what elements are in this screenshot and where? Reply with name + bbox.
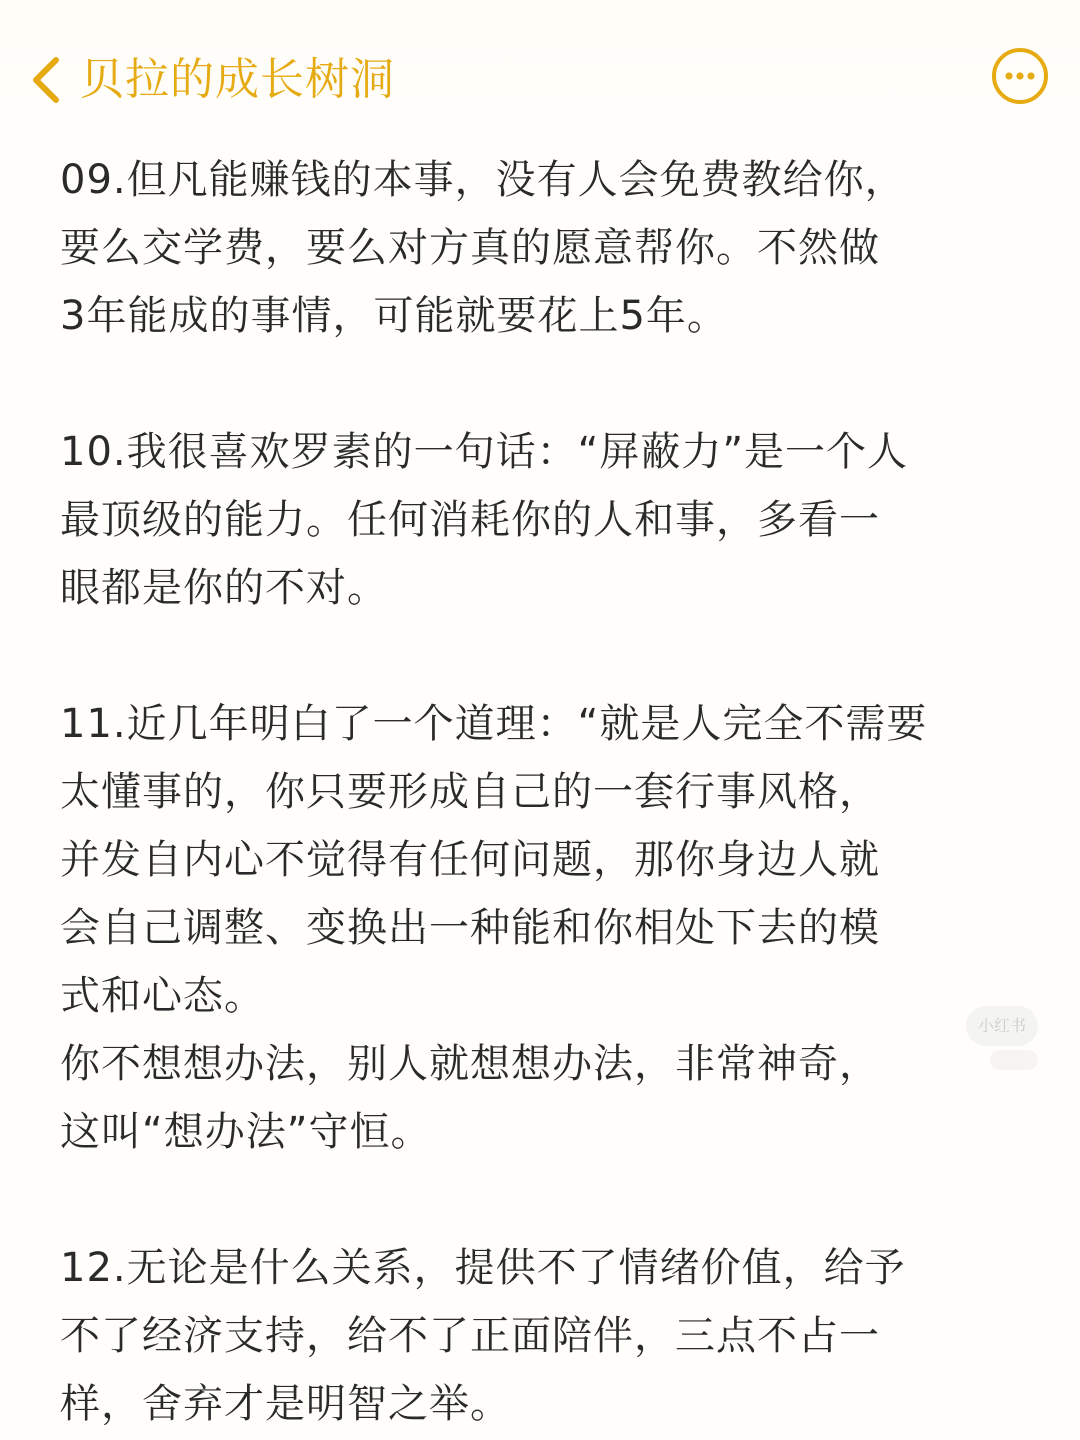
paragraph-line: 你不想想办法，别人就想想办法，非常神奇， xyxy=(60,1041,880,1087)
paragraph-line: 式和心态。 xyxy=(60,973,265,1019)
paragraph-line: 不了经济支持，给不了正面陪伴，三点不占一 xyxy=(60,1313,880,1359)
top-nav-bar xyxy=(0,40,1080,120)
note-paragraph-11 xyxy=(60,690,1040,1166)
paragraph-line: 最顶级的能力。任何消耗你的人和事，多看一 xyxy=(60,497,880,543)
back-button[interactable] xyxy=(16,48,76,112)
paragraph-line: 样，舍弃才是明智之举。 xyxy=(60,1381,511,1427)
paragraph-line: 并发自内心不觉得有任何问题，那你身边人就 xyxy=(60,837,880,883)
paragraph-line: 12.无论是什么关系，提供不了情绪价值，给予 xyxy=(60,1245,906,1291)
paragraph-line: 09.但凡能赚钱的本事，没有人会免费教给你， xyxy=(60,157,906,203)
note-paragraph-10 xyxy=(60,418,1040,622)
xiaohongshu-watermark: 小红书 xyxy=(966,1006,1038,1046)
note-content xyxy=(60,146,1040,1440)
paragraph-line: 这叫“想办法”守恒。 xyxy=(60,1109,432,1155)
paragraph-line: 要么交学费，要么对方真的愿意帮你。不然做 xyxy=(60,225,880,271)
note-paragraph-09 xyxy=(60,146,1040,350)
note-paragraph-12 xyxy=(60,1234,1040,1438)
paragraph-line: 11.近几年明白了一个道理：“就是人完全不需要 xyxy=(60,701,928,747)
paragraph-line: 会自己调整、变换出一种能和你相处下去的模 xyxy=(60,905,880,951)
page-title: 贝拉的成长树洞 xyxy=(80,54,395,105)
more-horizontal-icon xyxy=(990,46,1050,106)
paragraph-line: 10.我很喜欢罗素的一句话：“屏蔽力”是一个人 xyxy=(60,429,909,475)
paragraph-line: 3年能成的事情，可能就要花上5年。 xyxy=(60,293,728,339)
watermark-shadow xyxy=(990,1050,1038,1070)
chevron-left-icon xyxy=(26,54,66,106)
paragraph-line: 太懂事的，你只要形成自己的一套行事风格， xyxy=(60,769,880,815)
more-button[interactable] xyxy=(990,46,1050,106)
paragraph-line: 眼都是你的不对。 xyxy=(60,565,388,611)
